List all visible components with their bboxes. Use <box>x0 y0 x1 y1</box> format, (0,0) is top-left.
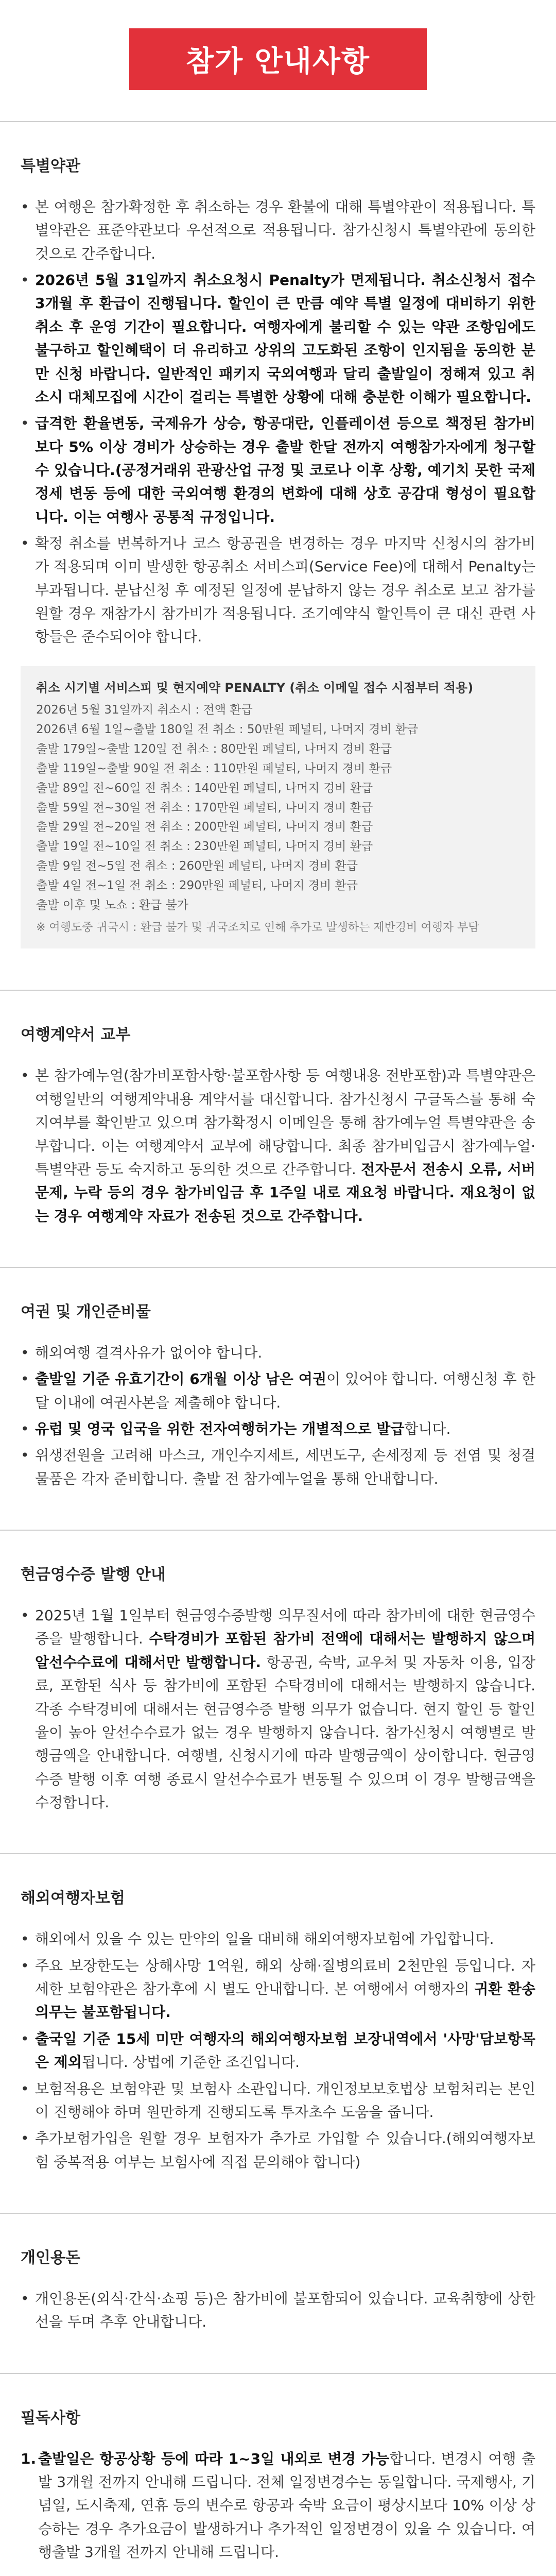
section-title: 여행계약서 교부 <box>21 1026 131 1044</box>
bullet-item <box>21 1954 535 2024</box>
section-must-read <box>0 2373 556 2576</box>
bullet-text: 본 참가예누얼(참가비포함사항·불포함사항 등 여행내용 전반포함)과 특별약관은 여행일반의 여행계약내용 계약서를 대신합니다. 참가신청시 구글독스를 통해 숙지여부를 확인받고 있으며 참가확정시 이메일을 통해 참가예누얼 특별약관을 송부합니다. 이는 여행계약서 교부에 해당합니다. 최종 참가비입금시 참가예누얼·특별약관 등도 숙지하고 동의한 것으로 간주합니다. <box>35 1067 535 1178</box>
bullet-item <box>21 1604 535 1814</box>
bullet-item <box>21 195 535 265</box>
penalty-note: ※ 여행도중 귀국시 : 환급 불가 및 귀국조치로 인해 추가로 발생하는 제반경비 여행자 부담 <box>36 921 479 935</box>
bullet-bold-text: 급격한 환율변동, 국제유가 상승, 항공대란, 인플레이션 등으로 책정된 참가비보다 5% 이상 경비가 상승하는 경우 출발 한달 전까지 여행참가자에게 청구할 수 있습니다.(공정거래위 관광산업 규정 및 코로나 이후 상황, 예기치 못한 국제정세 변동 등에 대한 국외여행 환경의 변화에 대해 상호 공감대 형성이 필요합니다. 이는 여행사 공통적 규정입니다. <box>35 415 535 526</box>
section-insurance <box>0 1853 556 2213</box>
item-plain-text: 합니다. 변경시 여행 출발 3개월 전까지 안내해 드립니다. 전체 일정변경수는 동일합니다. 국제행사, 기념일, 도시축제, 연휴 등의 변수로 항공과 숙박 요금이 평상시보다 10% 이상 상승하는 경우 추가요금이 발생하거나 추가적인 일정변경이 있을 수 있습니다. 여행출발 3개월 전까지 안내해 드립니다. <box>38 2450 535 2561</box>
bullet-bold-text: 출발일 기준 유효기간이 6개월 이상 남은 여권 <box>35 1370 326 1388</box>
bullet-text: 추가보험가입을 원할 경우 보험자가 추가로 가입할 수 있습니다.(해외여행자보험 중복적용 여부는 보험사에 직접 문의해야 합니다) <box>35 2130 535 2171</box>
section-contract <box>0 990 556 1267</box>
bullet-item <box>21 532 535 649</box>
penalty-row: 2026년 6월 1일~출발 180일 전 취소 : 50만원 페널티, 나머지 경비 환급 <box>36 722 419 736</box>
section-receipt <box>0 1530 556 1853</box>
section-title: 해외여행자보험 <box>21 1889 125 1908</box>
bullet-bold-text: 2026년 5월 31일까지 취소요청시 Penalty가 면제됩니다. 취소신청서 접수 3개월 후 환급이 진행됩니다. 할인이 큰 만큼 예약 특별 일정에 대비하기 위한 취소 후 운영 기간이 필요합니다. 여행자에게 불리할 수 있는 약관 조항임에도 불구하고 할인혜택이 더 유리하고 상위의 고도화된 조항이 인지됨을 동의한 분만 신청 바랍니다. 일반적인 패키지 국외여행과 달리 출발일이 정해져 있고 취소시 대체모집에 시간이 걸리는 특별한 상황에 대해 충분한 이해가 필요합니다. <box>35 272 535 405</box>
bullet-text: 해외에서 있을 수 있는 만약의 일을 대비해 해외여행자보험에 가입합니다. <box>35 1930 494 1948</box>
numbered-list <box>21 2447 535 2576</box>
bullet-item <box>21 1927 535 1951</box>
bullet-list <box>21 1927 535 2174</box>
bullet-text: 본 여행은 참가확정한 후 취소하는 경우 환불에 대해 특별약관이 적용됩니다. 특별약관은 표준약관보다 우선적으로 적용됩니다. 참가신청시 특별약관에 동의한 것으로 간주합니다. <box>35 198 535 262</box>
bullet-bold-text: 귀환 환송의무는 불포함됩니다. <box>35 1980 535 2021</box>
penalty-row: 출발 19일 전~10일 전 취소 : 230만원 페널티, 나머지 경비 환급 <box>36 840 373 854</box>
penalty-row: 출발 179일~출발 120일 전 취소 : 80만원 페널티, 나머지 경비 환급 <box>36 742 392 756</box>
bullet-text: 위생전원을 고려해 마스크, 개인수지세트, 세면도구, 손세정제 등 전염 및 청결 물품은 각자 준비합니다. 출발 전 참가예누얼을 통해 안내합니다. <box>35 1447 535 1487</box>
penalty-row: 출발 29일 전~20일 전 취소 : 200만원 페널티, 나머지 경비 환급 <box>36 820 373 834</box>
bullet-bold-text: 전자문서 전송시 오류, 서버문제, 누락 등의 경우 참가비입금 후 1주일 내로 재요청 바랍니다. 재요청이 없는 경우 여행계약 자료가 전송된 것으로 간주합니다. <box>35 1160 535 1225</box>
bullet-text: 해외여행 결격사유가 없어야 합니다. <box>35 1344 263 1361</box>
bullet-list <box>21 1064 535 1228</box>
bullet-text: 개인용돈(외식·간식·쇼핑 등)은 참가비에 불포함되어 있습니다. 교육취향에 상한선을 두며 추후 안내합니다. <box>35 2290 535 2331</box>
bullet-item <box>21 1417 535 1440</box>
bullet-item <box>21 412 535 529</box>
penalty-row: 출발 이후 및 노쇼 : 환급 불가 <box>36 899 189 912</box>
bullet-list <box>21 1604 535 1814</box>
section-personal-money <box>0 2213 556 2373</box>
bullet-item <box>21 2027 535 2074</box>
bullet-text: 이 있어야 합니다. 여행신청 후 한달 이내에 여권사본을 제출해야 합니다. <box>35 1370 535 1411</box>
bullet-bold-text: 출국일 기준 15세 미만 여행자의 해외여행자보험 보장내역에서 '사망'담보항목은 제외 <box>35 2030 535 2071</box>
bullet-item <box>21 1064 535 1228</box>
section-title: 현금영수증 발행 안내 <box>21 1566 166 1584</box>
bullet-bold-text: 유럽 및 영국 입국을 위한 전자여행허가는 개별적으로 발급 <box>35 1420 405 1438</box>
bullet-list <box>21 2287 535 2334</box>
bullet-bold-text: 수탁경비가 포함된 참가비 전액에 대해서는 발행하지 않으며 알선수수료에 대해서만 발행합니다. <box>35 1630 535 1671</box>
section-title: 특별약관 <box>21 157 80 175</box>
item-number: 1. <box>21 2450 37 2467</box>
bullet-item <box>21 1367 535 1414</box>
bullet-item <box>21 2127 535 2174</box>
bullet-item <box>21 268 535 409</box>
penalty-row: 출발 119일~출발 90일 전 취소 : 110만원 페널티, 나머지 경비 환급 <box>36 761 392 775</box>
bullet-list <box>21 195 535 649</box>
bullet-text: 보험적용은 보험약관 및 보험사 소관입니다. 개인정보보호법상 보험처리는 본인이 진행해야 하며 원만하게 진행되도록 투자초수 도움을 줍니다. <box>35 2080 535 2121</box>
bullet-item <box>21 2077 535 2124</box>
item-text <box>38 2447 535 2564</box>
section-title: 필독사항 <box>21 2409 80 2427</box>
penalty-row: 출발 89일 전~60일 전 취소 : 140만원 페널티, 나머지 경비 환급 <box>36 781 373 795</box>
item-bold-text: 출발일은 항공상황 등에 따라 1~3일 내외로 변경 가능 <box>38 2450 390 2467</box>
bullet-text: 합니다. <box>404 1420 451 1438</box>
penalty-table-title: 취소 시기별 서비스피 및 현지예약 PENALTY (취소 이메일 접수 시점부터 적용) <box>36 680 474 695</box>
penalty-table-box <box>21 666 535 949</box>
bullet-item <box>21 2287 535 2334</box>
bullet-text: 항공권, 숙박, 교우처 및 자동차 이용, 입장료, 포함된 식사 등 참가비에 포함된 수탁경비에 대해서는 발행하지 않습니다. 각종 수탁경비에 대해서는 현금영수증 발행 의무가 없습니다. 현지 할인 등 할인율이 높아 알선수수료가 없는 경우 발행하지 않습니다. 참가신청시 여행별로 발행금액을 안내합니다. 여행별, 신청시기에 따라 발행금액이 상이합니다. 현금영수증 발행 이후 여행 종료시 알선수수료가 변동될 수 있으며 이 경우 발행금액을 수정합니다. <box>35 1653 535 1811</box>
numbered-item <box>21 2447 535 2564</box>
section-title: 여권 및 개인준비물 <box>21 1302 151 1321</box>
bullet-text: 주요 보장한도는 상해사망 1억원, 해외 상해·질병의료비 2천만원 등입니다. 자세한 보험약관은 참가후에 시 별도 안내합니다. 본 여행에서 여행자의 <box>35 1957 535 1998</box>
penalty-row: 출발 59일 전~30일 전 취소 : 170만원 페널티, 나머지 경비 환급 <box>36 801 373 815</box>
section-special-terms <box>0 121 556 990</box>
section-passport <box>0 1267 556 1530</box>
bullet-text: 됩니다. 상법에 기준한 조건입니다. <box>81 2054 300 2071</box>
penalty-row: 출발 9일 전~5일 전 취소 : 260만원 페널티, 나머지 경비 환급 <box>36 859 358 873</box>
section-title: 개인용돈 <box>21 2248 80 2267</box>
penalty-row: 출발 4일 전~1일 전 취소 : 290만원 페널티, 나머지 경비 환급 <box>36 879 358 893</box>
penalty-row: 2026년 5월 31일까지 취소시 : 전액 환급 <box>36 703 253 717</box>
bullet-item <box>21 1444 535 1490</box>
bullet-text: 확정 취소를 번복하거나 코스 항공권을 변경하는 경우 마지막 신청시의 참가비가 적용되며 이미 발생한 항공취소 서비스피(Service Fee)에 대해서 Penalty는 부과됩니다. 분납신청 후 예정된 일정에 분납하지 않는 경우 취소로 보고 참가를 원할 경우 재참가시 참가비가 적용됩니다. 조기예약식 할인특이 큰 대신 관련 사항들은 준수되어야 합니다. <box>35 535 535 646</box>
bullet-item <box>21 1341 535 1364</box>
bullet-list <box>21 1341 535 1490</box>
page-title: 참가 안내사항 <box>129 28 427 90</box>
title-wrap <box>0 28 556 90</box>
bullet-text: 2025년 1월 1일부터 현금영수증발행 의무질서에 따라 참가비에 대한 현금영수증을 발행합니다. <box>35 1607 535 1648</box>
